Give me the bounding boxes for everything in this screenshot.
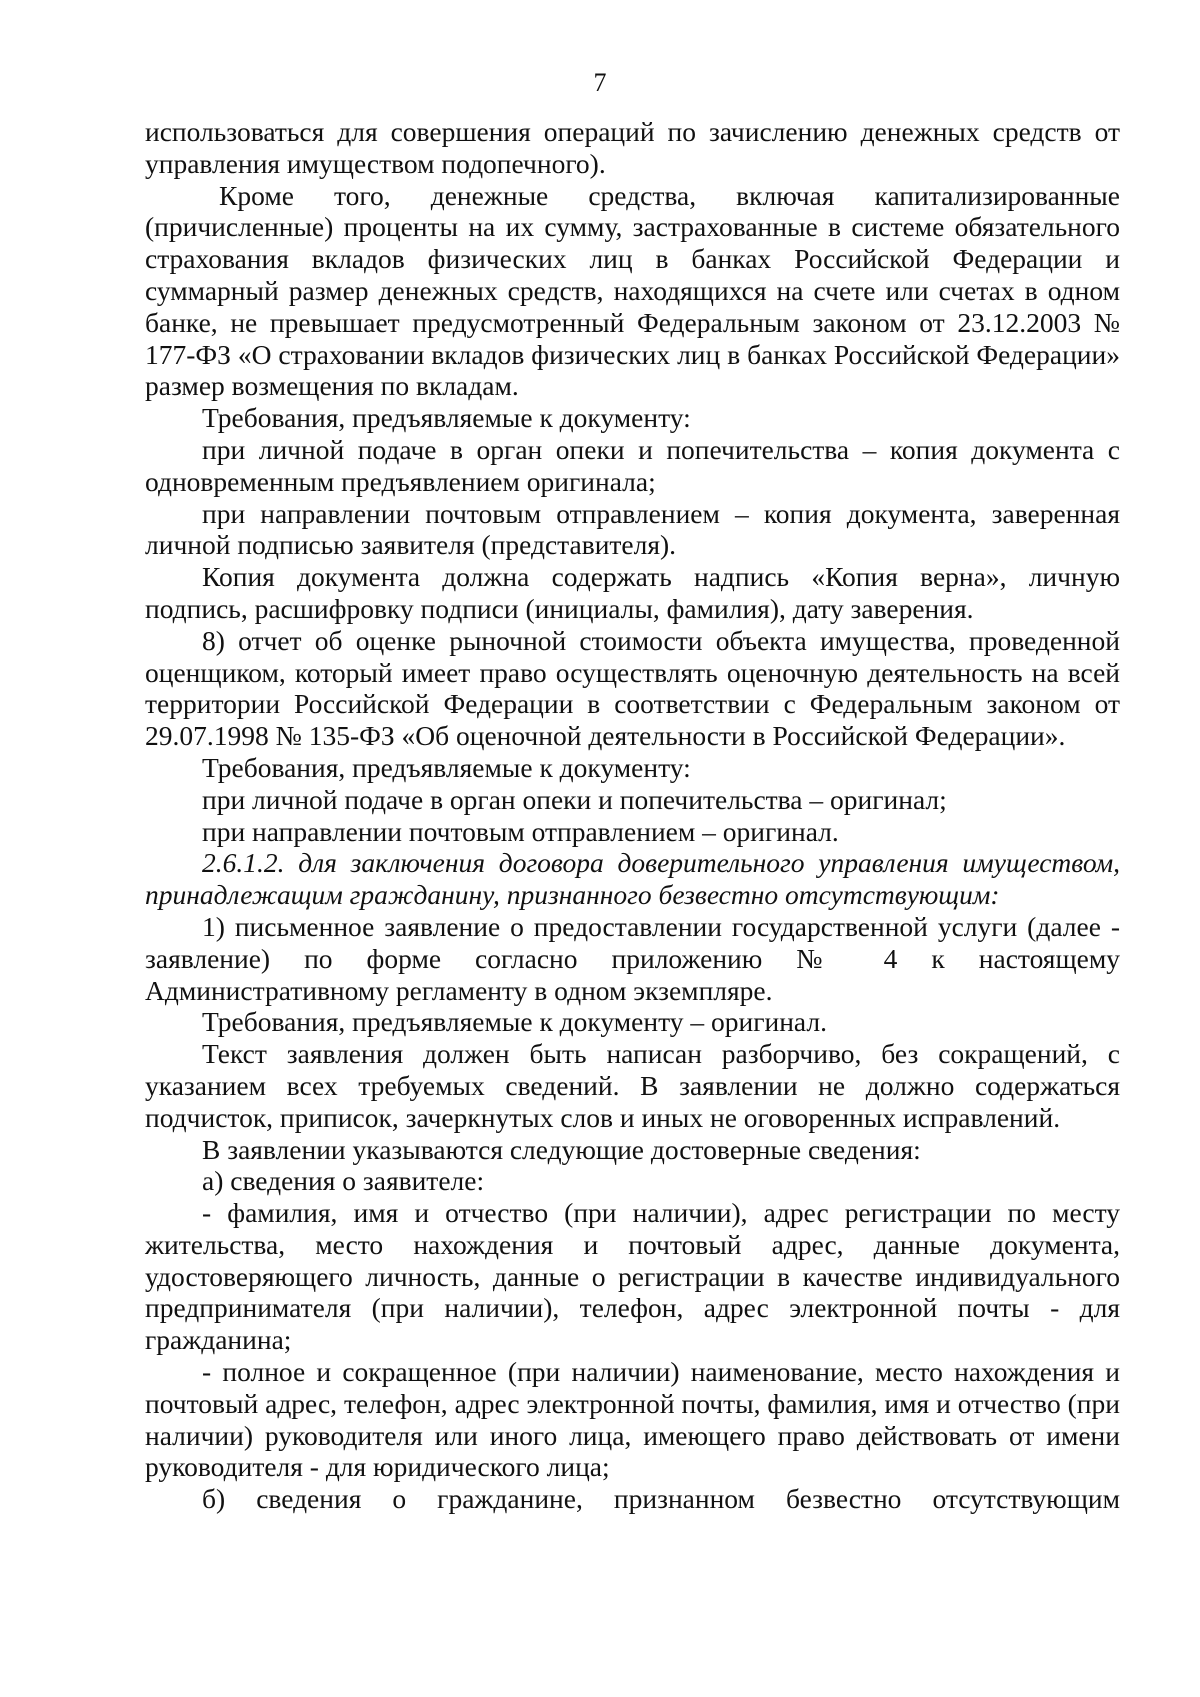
paragraph-legal-entity-details: - полное и сокращенное (при наличии) наименование, место нахождения и почтовый адрес, телефон, адрес электронной почты, фамилия, имя и отчество (при наличии) руководителя или иного лица, имеющего право действовать от имени руководителя - для юридического лица; bbox=[145, 1356, 1120, 1483]
paragraph-citizen-details: - фамилия, имя и отчество (при наличии), адрес регистрации по месту жительства, место нахождения и почтовый адрес, данные документа, удостоверяющего личность, данные о регистрации в качестве индивидуального предпринимателя (при наличии), телефон, адрес электронной почты - для гражданина; bbox=[145, 1197, 1120, 1356]
paragraph-requirements-heading: Требования, предъявляемые к документу: bbox=[202, 402, 691, 434]
paragraph-subitem-a: а) сведения о заявителе: bbox=[202, 1165, 485, 1197]
paragraph-copy-certification: Копия документа должна содержать надпись «Копия верна», личную подпись, расшифровку подписи (инициалы, фамилия), дату заверения. bbox=[145, 561, 1120, 624]
paragraph-application-contents: В заявлении указываются следующие достоверные сведения: bbox=[202, 1133, 921, 1165]
page-number: 7 bbox=[593, 68, 607, 97]
paragraph-application-text-rules: Текст заявления должен быть написан разборчиво, без сокращений, с указанием всех требуемых сведений. В заявлении не должно содержаться подчисток, приписок, зачеркнутых слов и иных не оговоренных исправлений. bbox=[145, 1038, 1120, 1133]
paragraph-requirements-original: Требования, предъявляемые к документу – оригинал. bbox=[202, 1006, 827, 1038]
paragraph-personal-submission-copy: при личной подаче в орган опеки и попечительства – копия документа с одновременным предъявлением оригинала; bbox=[145, 433, 1120, 497]
paragraph-deposits-insurance: Кроме того, денежные средства, включая капитализированные (причисленные) проценты на их сумму, застрахованные в системе обязательного страхования вкладов физических лиц в банках Российской Федерации и суммарный размер денежных средств, находящихся на счете или счетах в одном банке, не превышает предусмотренный Федеральным законом от 23.12.2003 № 177-ФЗ «О страховании вкладов физических лиц в банках Российской Федерации» размер возмещения по вкладам. bbox=[145, 179, 1120, 402]
paragraph-item-8-valuation-report: 8) отчет об оценке рыночной стоимости объекта имущества, проведенной оценщиком, который имеет право осуществлять оценочную деятельность на всей территории Российской Федерации в соответствии с Федеральным законом от 29.07.1998 № 135-ФЗ «Об оценочной деятельности в Российской Федерации». bbox=[145, 624, 1120, 752]
paragraph-continuation: использоваться для совершения операций по зачислению денежных средств от управления имуществом подопечного). bbox=[145, 116, 1120, 179]
paragraph-postal-submission-copy: при направлении почтовым отправлением – копия документа, заверенная личной подписью заявителя (представителя). bbox=[145, 497, 1120, 561]
section-heading-2-6-1-2: 2.6.1.2. для заключения договора доверительного управления имуществом, принадлежащим гражданину, признанного безвестно отсутствующим: bbox=[145, 847, 1120, 911]
paragraph-subitem-b: б) сведения о гражданине, признанном безвестно отсутствующим bbox=[202, 1483, 1120, 1515]
document-body bbox=[145, 116, 1120, 1515]
paragraph-personal-submission-original: при личной подаче в орган опеки и попечительства – оригинал; bbox=[202, 783, 947, 815]
paragraph-item-1-application: 1) письменное заявление о предоставлении государственной услуги (далее - заявление) по форме согласно приложению № 4 к настоящему Административному регламенту в одном экземпляре. bbox=[145, 910, 1120, 1006]
paragraph-postal-submission-original: при направлении почтовым отправлением – оригинал. bbox=[202, 815, 839, 847]
paragraph-requirements-heading: Требования, предъявляемые к документу: bbox=[202, 751, 691, 783]
